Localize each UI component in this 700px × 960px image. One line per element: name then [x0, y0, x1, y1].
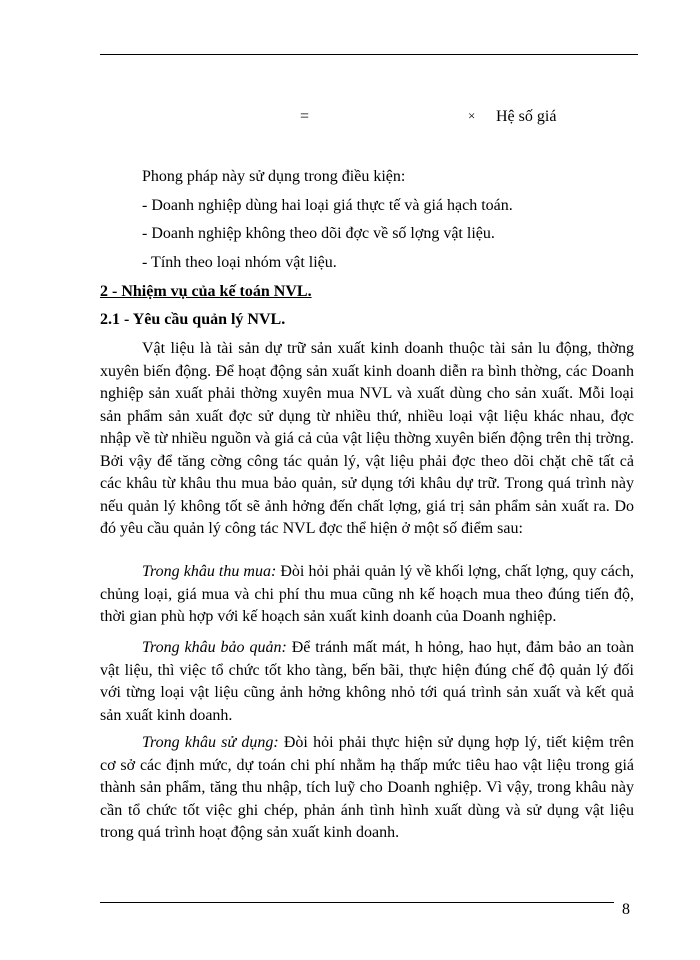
times-sign: × [468, 108, 476, 123]
formula-coefficient: Hệ số giá [496, 108, 557, 125]
paragraph-purchasing [100, 561, 634, 629]
purchasing-body: Đòi hỏi phải quản lý về khối lợng, chất lợng, quy cách, chủng loại, giá mua và chi phí thu mua cũng nh kế hoạch mua theo đúng tiến độ, thời gian phù hợp với kế hoạch sản xuất kinh doanh của Doanh nghiệp. [100, 563, 634, 625]
paragraph-storage [100, 637, 634, 727]
subsection-heading: 2.1 - Yêu cầu quản lý NVL. [100, 311, 286, 328]
storage-body: Để tránh mất mát, h hỏng, hao hụt, đảm bảo an toàn vật liệu, thì việc tổ chức tốt kho tàng, bến bãi, thực hiện đúng chế độ quản lý đối với từng loại vật liệu cũng ảnh hởng không nhỏ tới quá trình sản xuất và kết quả sản xuất kinh doanh. [100, 639, 635, 724]
usage-lead: Trong khâu sử dụng: [142, 734, 279, 751]
method-line: Phong pháp này sử dụng trong điều kiện: [142, 168, 406, 185]
header-rule [100, 54, 638, 55]
section-heading: 2 - Nhiệm vụ của kế toán NVL. [100, 283, 312, 300]
condition-item: - Doanh nghiệp không theo dõi đợc về số lợng vật liệu. [142, 225, 495, 242]
paragraph-requirements: Vật liệu là tài sản dự trữ sản xuất kinh doanh thuộc tài sản lu động, thờng xuyên biến động. Để hoạt động sản xuất kinh doanh diễn ra bình thờng, các Doanh nghiệp sản xuất phải thờng xuyên mua NVL và xuất dùng cho sản xuất. Mỗi loại sản phẩm sản xuất đợc sử dụng từ nhiều thứ, nhiều loại vật liệu khác nhau, đợc nhập về từ nhiều nguồn và giá cả của vật liệu thờng xuyên biến động trên thị trờng. Bởi vậy để tăng cờng công tác quản lý, vật liệu phải đợc theo dõi chặt chẽ tất cả các khâu từ khâu thu mua bảo quản, sử dụng tới khâu dự trữ. Trong quá trình này nếu quản lý không tốt sẽ ảnh hởng đến chất lợng, giá trị sản phẩm sản xuất ra. Do đó yêu cầu quản lý công tác NVL đợc thể hiện ở một số điểm sau: [100, 340, 634, 537]
formula-equals: = [300, 108, 310, 125]
paragraph-usage [100, 732, 634, 845]
condition-item: - Tính theo loại nhóm vật liệu. [142, 254, 337, 271]
storage-lead: Trong khâu bảo quản: [142, 639, 287, 656]
usage-body: Đòi hỏi phải thực hiện sử dụng hợp lý, tiết kiệm trên cơ sở các định mức, dự toán chi phí nhằm hạ thấp mức tiêu hao vật liệu trong giá thành sản phẩm, tăng thu nhập, tích luỹ cho Doanh nghiệp. Vì vậy, trong khâu này cần tổ chức tốt việc ghi chép, phản ánh tình hình xuất dùng và sử dụng vật liệu trong quá trình hoạt động sản xuất kinh doanh. [100, 734, 634, 841]
purchasing-lead: Trong khâu thu mua: [142, 563, 277, 580]
page-number: 8 [622, 901, 630, 918]
condition-item: - Doanh nghiệp dùng hai loại giá thực tế và giá hạch toán. [142, 197, 513, 214]
footer-rule [100, 902, 614, 903]
